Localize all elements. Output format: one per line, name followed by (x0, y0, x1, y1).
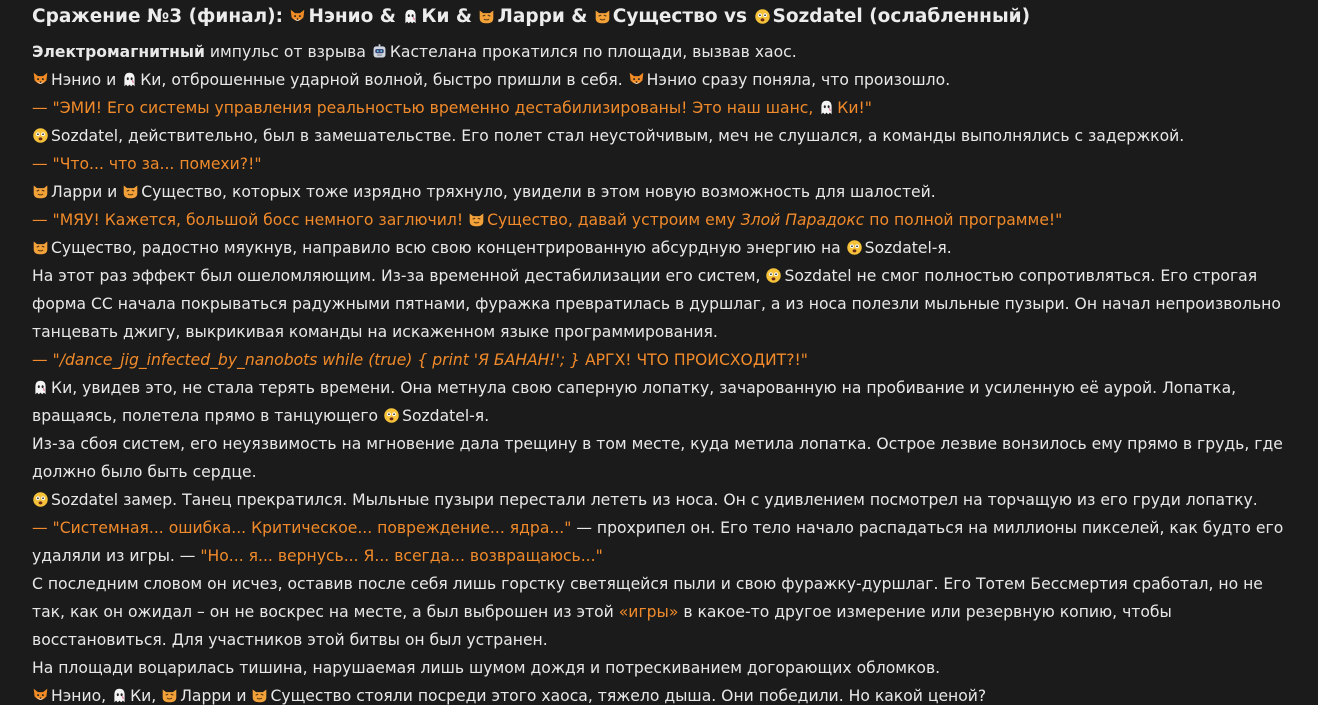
sozdatel-icon (846, 239, 863, 256)
paragraph-mischief (32, 178, 1294, 206)
paragraph-emp (32, 38, 1294, 66)
text-run: импульс от взрыва (204, 43, 371, 61)
paragraph-ending (32, 682, 1294, 705)
text-run: Нэнио сразу поняла, что произошло. (646, 71, 951, 89)
sozdatel-icon (32, 127, 49, 144)
text-run: Ки, увидев это, не стала терять времени. Она метнула свою саперную лопатку, зачарованную на пробивание и усиленную её аурой. Лопатка, вращаясь, полетела прямо в танцующего (32, 379, 1237, 425)
cat-icon (32, 183, 49, 200)
paragraph-confusion (32, 122, 1294, 150)
fox-icon (32, 687, 49, 704)
paragraph-silence (32, 654, 1294, 682)
text-run: Существо, которых тоже изрядно тряхнуло, увидели в этом новую возможность для шалостей. (141, 183, 936, 201)
paragraph-effect (32, 262, 1294, 346)
text-run: Sozdatel-я. (864, 239, 952, 257)
fox-icon (32, 71, 49, 88)
text-run: Из-за сбоя систем, его неуязвимость на мгновение дала трещину в том месте, куда метила лопатка. Острое лезвие вонзилось ему прямо в грудь, где должно было быть сердце. (32, 435, 1283, 481)
paragraph-freeze (32, 486, 1294, 514)
ghost-icon (121, 71, 138, 88)
paragraph-energy (32, 234, 1294, 262)
cat-icon (468, 211, 485, 228)
text-run: Нэнио, (51, 687, 112, 705)
text-run: Sozdatel, действительно, был в замешательстве. Его полет стал неустойчивым, меч не слушался, а команды выполнялись с задержкой. (51, 127, 1185, 145)
ghost-icon (111, 687, 128, 704)
sozdatel-icon (32, 491, 49, 508)
highlight-text: «игры» (618, 603, 679, 621)
paragraph-recover (32, 66, 1294, 94)
cat-icon (32, 239, 49, 256)
ghost-icon (402, 8, 419, 25)
dialogue-text: — "МЯУ! Кажется, большой босс немного заглючил! (32, 211, 469, 229)
cat-icon (161, 687, 178, 704)
sozdatel-icon (754, 8, 771, 25)
text-run: Sozdatel замер. Танец прекратился. Мыльные пузыри перестали лететь из носа. Он с удивлением посмотрел на торчащую из его груди лопатку. (51, 491, 1258, 509)
battle-title (32, 0, 1294, 38)
ghost-icon (32, 379, 49, 396)
cat-icon (594, 8, 611, 25)
dialogue-emi (32, 94, 1294, 122)
sozdatel-icon (383, 407, 400, 424)
text-run: На площади воцарилась тишина, нарушаемая лишь шумом дождя и потрескиванием догорающих обломков. (32, 659, 941, 677)
text-run: Ки, (130, 687, 162, 705)
text-run: Кастелана прокатился по площади, вызвав хаос. (389, 43, 797, 61)
text-run: Ки, отброшенные ударной волной, быстро пришли в себя. (140, 71, 628, 89)
title-name-sushchestvo: Существо vs (612, 6, 754, 27)
dialogue-code (32, 346, 1294, 374)
dialogue-text: АРГХ! ЧТО ПРОИСХОДИТ?!" (580, 351, 808, 369)
paragraph-dissolve (32, 514, 1294, 570)
fox-icon (628, 71, 645, 88)
text-run: Существо, радостно мяукнув, направило всю свою концентрированную абсурдную энергию на (51, 239, 846, 257)
dialogue-text: Ки!" (837, 99, 872, 117)
text-run: На этот раз эффект был ошеломляющим. Из-за временной дестабилизации его систем, (32, 267, 766, 285)
code-text: /dance_jig_infected_by_nanobots while (true) { print 'Я БАНАН!'; } (59, 351, 581, 369)
dialogue-text: по полной программе!" (864, 211, 1063, 229)
ghost-icon (818, 99, 835, 116)
dialogue-interference (32, 150, 1294, 178)
text-run: — прохрипел он. Его тело начало распадаться на миллионы пикселей, как будто его удаляли из игры. — (32, 519, 1284, 565)
sozdatel-icon (765, 267, 782, 284)
title-name-nenio: Нэнио & (308, 6, 403, 27)
dialogue-text: Существо, давай устроим ему (487, 211, 741, 229)
cat-icon (251, 687, 268, 704)
paragraph-vanish (32, 570, 1294, 654)
text-run: Существо стояли посреди этого хаоса, тяжело дыша. Они победили. Но какой ценой? (270, 687, 987, 705)
title-name-ki: Ки & (421, 6, 479, 27)
robot-icon (371, 43, 388, 60)
dialogue-text: — "Что... что за... помехи?!" (32, 155, 262, 173)
text-run: С последним словом он исчез, оставив после себя лишь горстку светящейся пыли и свою фуражку-дуршлаг. Его Тотем Бессмертия сработал, но не так, как он ожидал – он не воскрес на месте, а был выброшен из этой (32, 575, 1263, 621)
cat-icon (122, 183, 139, 200)
text-run: Ларри и (51, 183, 123, 201)
cat-icon (478, 8, 495, 25)
dialogue-text: — "ЭМИ! Его системы управления реальностью временно дестабилизированы! Это наш шанс, (32, 99, 819, 117)
text-run: Нэнио и (51, 71, 122, 89)
bold-term: Электромагнитный (32, 43, 205, 61)
dialogue-text: — "Системная... ошибка... Критическое... повреждение... ядра..." (32, 519, 572, 537)
paragraph-shovel (32, 374, 1294, 430)
text-run: в какое-то другое измерение или резервную копию, чтобы восстановиться. Для участников этой битвы он был устранен. (32, 603, 1172, 649)
paragraph-crack (32, 430, 1294, 486)
title-name-sozdatel: Sozdatel (ослабленный) (772, 6, 1031, 27)
title-name-larri: Ларри & (497, 6, 594, 27)
text-run: Sozdatel-я. (402, 407, 490, 425)
dialogue-meow (32, 206, 1294, 234)
fox-icon (289, 8, 306, 25)
text-run: Sozdatel не смог полностью сопротивляться. Его строгая форма CC начала покрываться радужными пятнами, фуражка превратилась в дуршлаг, а из носа полезли мыльные пузыри. Он начал непроизвольно танцевать джигу, выкрикивая команды на искаженном языке программирования. (32, 267, 1281, 341)
dialogue-text: — " (32, 351, 60, 369)
title-prefix: Сражение №3 (финал): (32, 6, 290, 27)
ability-name: Злой Парадокс (740, 211, 865, 229)
dialogue-text: "Но... я... вернусь... Я... всегда... возвращаюсь..." (200, 547, 603, 565)
text-run: Ларри и (180, 687, 252, 705)
